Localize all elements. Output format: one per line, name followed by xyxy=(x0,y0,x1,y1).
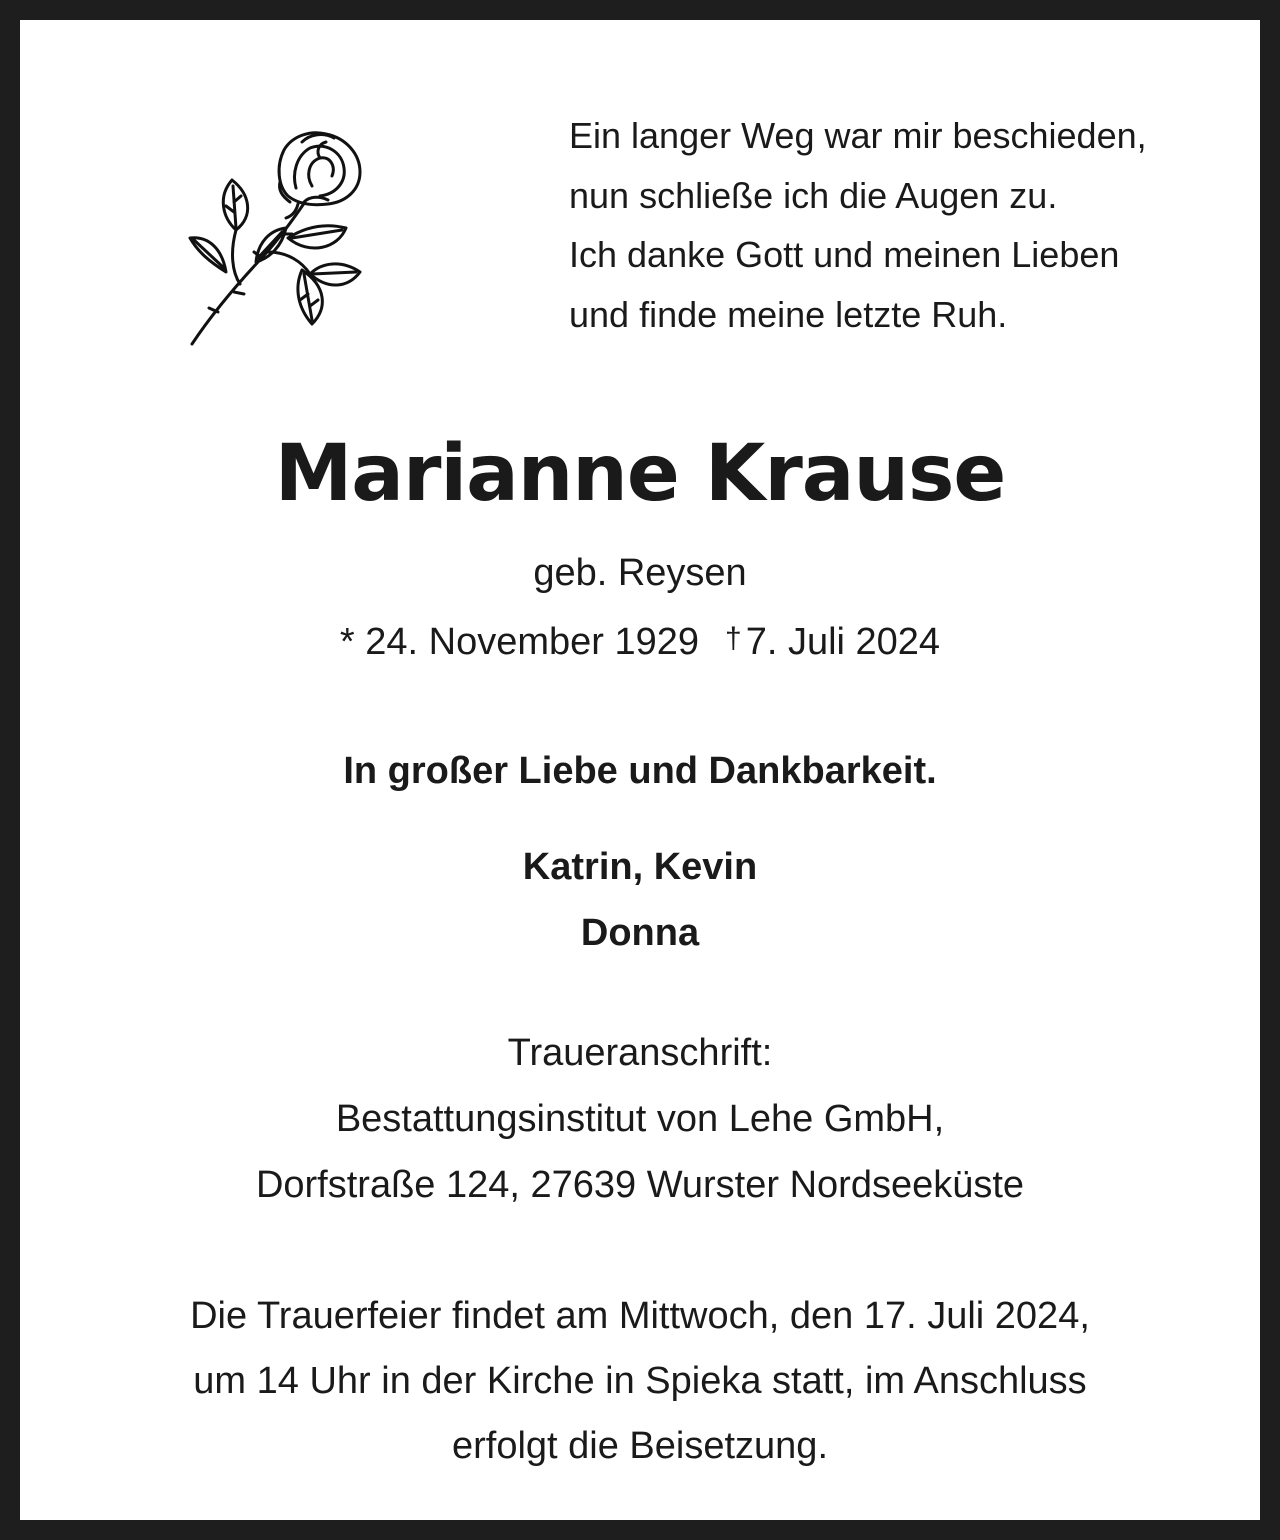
maiden-name: geb. Reysen xyxy=(533,552,747,594)
poem-line: und finde meine letzte Ruh. xyxy=(569,293,1008,335)
family-line: Donna xyxy=(580,912,700,954)
death-cross-symbol: † xyxy=(725,622,742,655)
mourning-address xyxy=(20,1020,1260,1218)
poem-line: nun schließe ich die Augen zu. xyxy=(569,174,1058,216)
obituary-notice xyxy=(20,20,1260,1520)
dedication-line: In großer Liebe und Dankbarkeit. xyxy=(343,750,937,792)
birth-date: * 24. November 1929 xyxy=(339,621,700,663)
address-line: Bestattungsinstitut von Lehe GmbH, xyxy=(335,1098,945,1140)
address-line: Dorfstraße 124, 27639 Wurster Nordseeküste xyxy=(255,1164,1025,1206)
funeral-service-info xyxy=(20,1284,1260,1479)
address-heading: Traueranschrift: xyxy=(507,1032,773,1074)
poem-line: Ich danke Gott und meinen Lieben xyxy=(569,234,1120,275)
family-signatures xyxy=(20,834,1260,966)
memorial-poem xyxy=(569,106,1249,344)
rose-icon xyxy=(170,112,370,348)
service-line: um 14 Uhr in der Kirche in Spieka statt, im Anschluss xyxy=(193,1360,1087,1402)
deceased-name: Marianne Krause xyxy=(274,429,1006,519)
death-date: 7. Juli 2024 xyxy=(745,621,941,663)
family-line: Katrin, Kevin xyxy=(522,846,758,888)
poem-line: Ein langer Weg war mir beschieden, xyxy=(569,115,1147,156)
service-line: erfolgt die Beisetzung. xyxy=(451,1425,828,1467)
life-dates xyxy=(20,614,1260,667)
service-line: Die Trauerfeier findet am Mittwoch, den 17. Juli 2024, xyxy=(190,1295,1090,1337)
